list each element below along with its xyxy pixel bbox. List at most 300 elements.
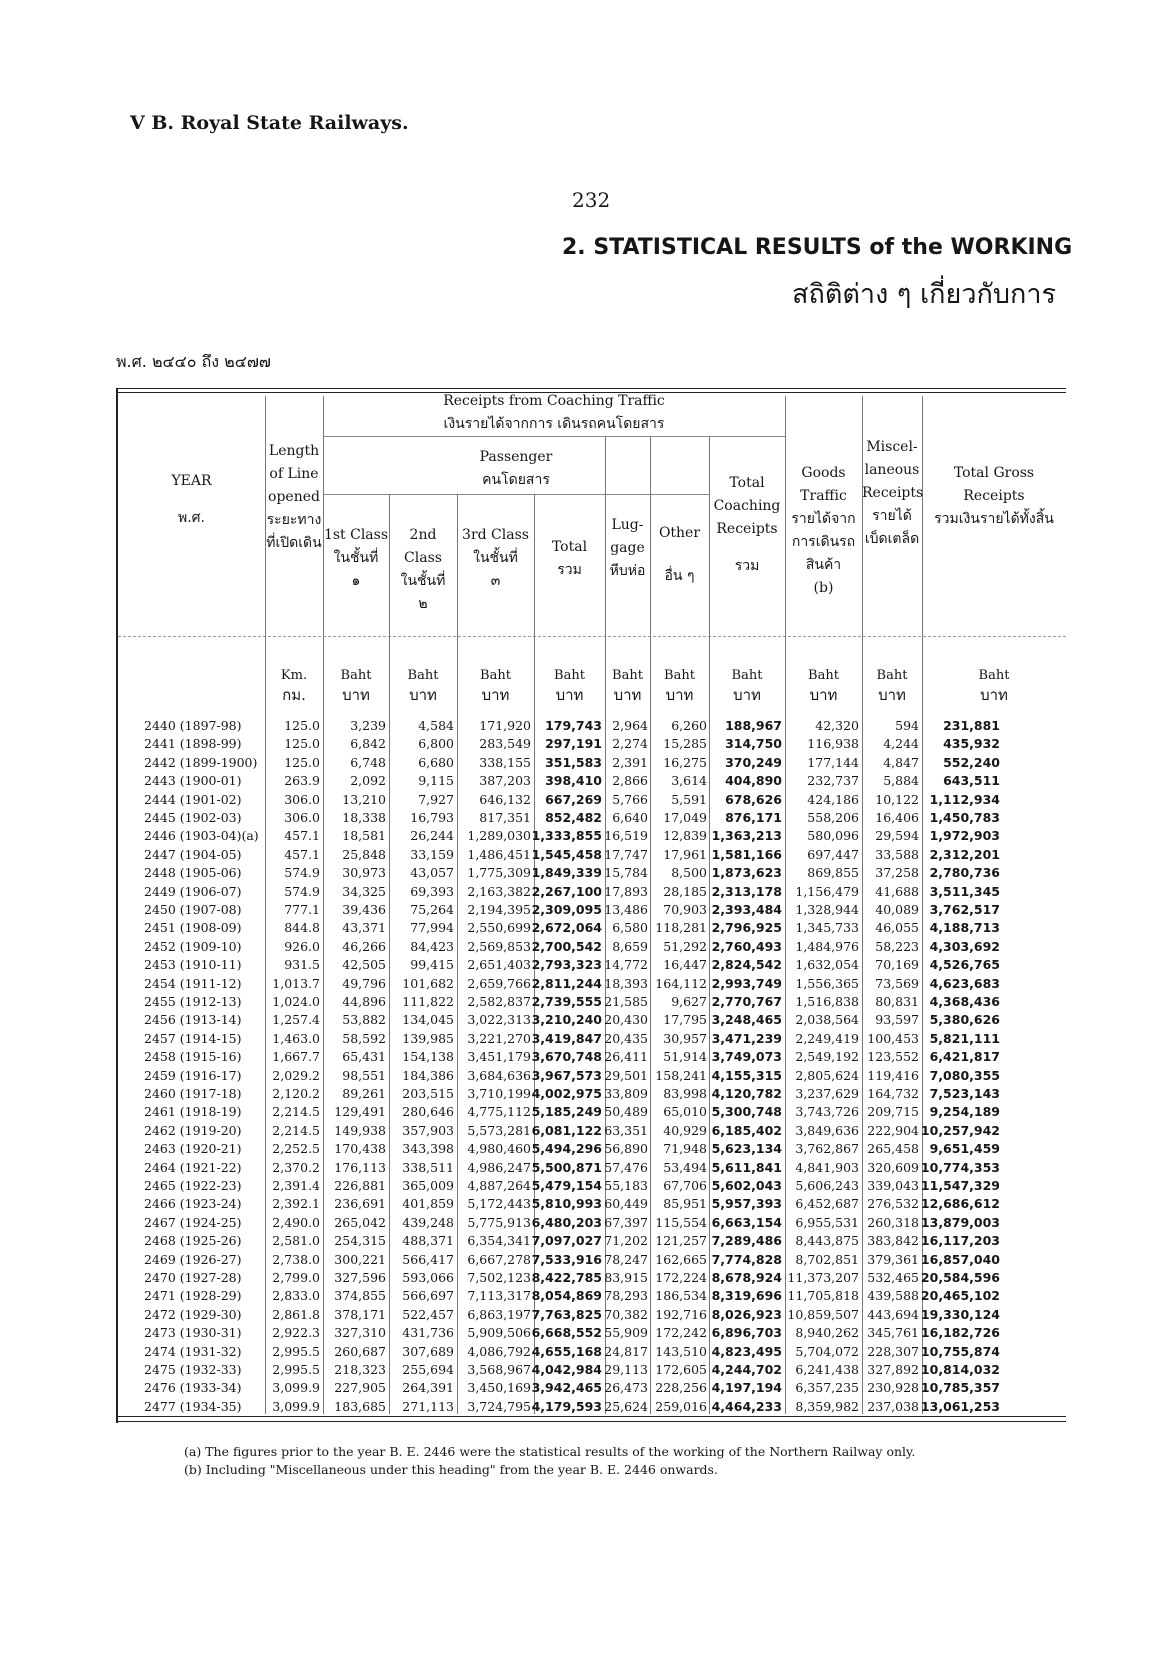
cell-total-gross: 10,814,032 bbox=[920, 1362, 1000, 1377]
cell-total-gross: 11,547,329 bbox=[920, 1178, 1000, 1193]
cell-first-class: 34,325 bbox=[342, 883, 386, 899]
cell-total-coaching: 2,313,178 bbox=[711, 883, 782, 899]
cell-total-passenger: 8,054,869 bbox=[531, 1288, 602, 1304]
cell-total-passenger: 8,422,785 bbox=[531, 1270, 602, 1285]
cell-luggage: 2,274 bbox=[612, 736, 648, 752]
cell-year: 2463 (1920-21) bbox=[144, 1141, 242, 1157]
cell-first-class: 129,491 bbox=[334, 1104, 386, 1120]
cell-luggage: 50,489 bbox=[604, 1104, 648, 1120]
cell-total-passenger: 4,042,984 bbox=[531, 1362, 602, 1377]
page-number: 232 bbox=[572, 188, 611, 212]
cell-total-coaching: 876,171 bbox=[725, 810, 782, 825]
cell-luggage: 17,893 bbox=[604, 883, 648, 899]
cell-third-class: 283,549 bbox=[479, 736, 531, 752]
cell-first-class: 183,685 bbox=[334, 1398, 386, 1414]
table-row bbox=[118, 1031, 1066, 1047]
cell-year: 2477 (1934-35) bbox=[144, 1398, 242, 1414]
table-row bbox=[118, 1123, 1066, 1139]
cell-other: 115,554 bbox=[655, 1214, 707, 1230]
cell-total-coaching: 8,026,923 bbox=[711, 1306, 782, 1322]
cell-miscellaneous: 594 bbox=[895, 718, 919, 733]
cell-first-class: 44,896 bbox=[342, 994, 386, 1009]
cell-miscellaneous: 40,089 bbox=[875, 902, 919, 917]
cell-second-class: 154,138 bbox=[402, 1049, 454, 1065]
cell-total-gross: 9,651,459 bbox=[929, 1141, 1000, 1157]
cell-third-class: 1,289,030 bbox=[467, 828, 531, 844]
cell-second-class: 357,903 bbox=[402, 1122, 454, 1138]
cell-first-class: 226,881 bbox=[334, 1178, 386, 1193]
cell-total-coaching: 5,300,748 bbox=[711, 1104, 782, 1120]
cell-first-class: 39,436 bbox=[342, 902, 386, 917]
cell-miscellaneous: 339,043 bbox=[867, 1178, 919, 1193]
cell-second-class: 101,682 bbox=[402, 975, 454, 991]
cell-luggage: 2,391 bbox=[612, 754, 648, 770]
cell-first-class: 25,848 bbox=[342, 846, 386, 862]
cell-length: 2,581.0 bbox=[272, 1233, 320, 1249]
cell-miscellaneous: 228,307 bbox=[867, 1343, 919, 1359]
cell-first-class: 6,748 bbox=[350, 754, 386, 770]
cell-miscellaneous: 164,732 bbox=[867, 1086, 919, 1101]
table-row bbox=[118, 1270, 1066, 1286]
cell-miscellaneous: 383,842 bbox=[867, 1233, 919, 1249]
cell-miscellaneous: 276,532 bbox=[867, 1196, 919, 1212]
header-total-gross: Total Gross Receipts รวมเงินรายได้ทั้งสิ้น bbox=[934, 465, 1054, 527]
cell-length: 2,391.4 bbox=[272, 1178, 320, 1193]
cell-total-gross: 3,511,345 bbox=[929, 883, 1000, 899]
cell-total-gross: 20,465,102 bbox=[920, 1288, 1000, 1304]
cell-total-passenger: 6,480,203 bbox=[531, 1214, 602, 1230]
cell-goods: 6,955,531 bbox=[795, 1214, 859, 1230]
cell-luggage: 70,382 bbox=[604, 1306, 648, 1322]
cell-other: 28,185 bbox=[663, 883, 707, 899]
cell-goods: 3,762,867 bbox=[795, 1141, 859, 1157]
cell-total-gross: 2,312,201 bbox=[929, 846, 1000, 862]
cell-goods: 2,805,624 bbox=[795, 1067, 859, 1083]
cell-luggage: 67,397 bbox=[604, 1214, 648, 1230]
cell-goods: 3,237,629 bbox=[795, 1086, 859, 1101]
cell-length: 574.9 bbox=[284, 883, 320, 899]
unit-baht: Baht บาท bbox=[554, 668, 585, 704]
cell-total-passenger: 3,670,748 bbox=[531, 1049, 602, 1065]
cell-total-gross: 7,523,143 bbox=[929, 1086, 1000, 1101]
header-miscellaneous: Miscel- laneous Receipts รายได้เบ็ดเตล็ด bbox=[862, 439, 924, 547]
cell-goods: 1,632,054 bbox=[795, 957, 859, 973]
cell-year: 2471 (1928-29) bbox=[144, 1288, 242, 1304]
cell-total-passenger: 2,700,542 bbox=[531, 938, 602, 954]
cell-total-coaching: 4,464,233 bbox=[711, 1398, 782, 1414]
cell-third-class: 2,550,699 bbox=[467, 920, 531, 936]
cell-total-passenger: 3,942,465 bbox=[531, 1380, 602, 1396]
cell-total-coaching: 2,393,484 bbox=[711, 902, 782, 917]
cell-total-gross: 16,182,726 bbox=[920, 1325, 1000, 1341]
cell-length: 931.5 bbox=[284, 957, 320, 973]
statistics-table bbox=[116, 388, 1066, 1423]
cell-year: 2453 (1910-11) bbox=[144, 957, 242, 973]
cell-second-class: 6,800 bbox=[418, 736, 454, 752]
cell-first-class: 6,842 bbox=[350, 736, 386, 752]
cell-length: 1,667.7 bbox=[272, 1049, 320, 1065]
cell-luggage: 15,784 bbox=[604, 865, 648, 881]
cell-total-gross: 10,257,942 bbox=[920, 1122, 1000, 1138]
cell-other: 162,665 bbox=[655, 1251, 707, 1267]
cell-third-class: 2,569,853 bbox=[467, 938, 531, 954]
table-title-thai: สถิติต่าง ๆ เกี่ยวกับการ bbox=[792, 279, 1056, 310]
header-divider bbox=[118, 636, 1066, 637]
cell-year: 2448 (1905-06) bbox=[144, 865, 242, 881]
cell-other: 5,591 bbox=[671, 791, 707, 807]
cell-length: 457.1 bbox=[284, 846, 320, 862]
cell-luggage: 16,519 bbox=[604, 828, 648, 844]
cell-other: 16,447 bbox=[663, 957, 707, 973]
cell-total-passenger: 2,672,064 bbox=[531, 920, 602, 936]
cell-total-passenger: 2,309,095 bbox=[531, 902, 602, 917]
cell-luggage: 33,809 bbox=[604, 1086, 648, 1101]
cell-second-class: 69,393 bbox=[410, 883, 454, 899]
cell-goods: 580,096 bbox=[807, 828, 859, 844]
cell-third-class: 3,221,270 bbox=[467, 1030, 531, 1046]
cell-total-gross: 6,421,817 bbox=[929, 1049, 1000, 1065]
cell-goods: 2,038,564 bbox=[795, 1012, 859, 1028]
table-row bbox=[118, 773, 1066, 789]
cell-second-class: 439,248 bbox=[402, 1214, 454, 1230]
cell-luggage: 17,747 bbox=[604, 846, 648, 862]
cell-year: 2460 (1917-18) bbox=[144, 1086, 242, 1101]
cell-total-coaching: 4,823,495 bbox=[711, 1343, 782, 1359]
cell-goods: 8,702,851 bbox=[795, 1251, 859, 1267]
cell-miscellaneous: 80,831 bbox=[875, 994, 919, 1009]
cell-third-class: 6,667,278 bbox=[467, 1251, 531, 1267]
cell-length: 2,029.2 bbox=[272, 1067, 320, 1083]
cell-third-class: 5,573,281 bbox=[467, 1122, 531, 1138]
table-row bbox=[118, 1012, 1066, 1028]
cell-second-class: 365,009 bbox=[402, 1178, 454, 1193]
cell-goods: 1,345,733 bbox=[795, 920, 859, 936]
cell-miscellaneous: 209,715 bbox=[867, 1104, 919, 1120]
cell-other: 121,257 bbox=[655, 1233, 707, 1249]
header-coaching-group: Receipts from Coaching Traffic เงินรายได้จากการ เดินรถคนโดยสาร bbox=[443, 393, 665, 432]
cell-luggage: 21,585 bbox=[604, 994, 648, 1009]
cell-other: 158,241 bbox=[655, 1067, 707, 1083]
cell-year: 2468 (1925-26) bbox=[144, 1233, 242, 1249]
table-row bbox=[118, 1068, 1066, 1084]
cell-total-passenger: 7,763,825 bbox=[531, 1306, 602, 1322]
table-row bbox=[118, 1049, 1066, 1065]
cell-goods: 4,841,903 bbox=[795, 1159, 859, 1175]
table-row bbox=[118, 1215, 1066, 1231]
table-row bbox=[118, 1288, 1066, 1304]
cell-second-class: 184,386 bbox=[402, 1067, 454, 1083]
cell-second-class: 593,066 bbox=[402, 1270, 454, 1285]
cell-third-class: 817,351 bbox=[479, 810, 531, 825]
cell-total-coaching: 314,750 bbox=[725, 736, 782, 752]
cell-total-coaching: 8,678,924 bbox=[711, 1270, 782, 1285]
table-row bbox=[118, 1196, 1066, 1212]
cell-miscellaneous: 41,688 bbox=[875, 883, 919, 899]
table-row bbox=[118, 1233, 1066, 1249]
cell-other: 40,929 bbox=[663, 1122, 707, 1138]
cell-total-passenger: 7,533,916 bbox=[531, 1251, 602, 1267]
cell-goods: 11,373,207 bbox=[787, 1270, 859, 1285]
cell-first-class: 65,431 bbox=[342, 1049, 386, 1065]
cell-second-class: 203,515 bbox=[402, 1086, 454, 1101]
cell-miscellaneous: 10,122 bbox=[875, 791, 919, 807]
cell-second-class: 280,646 bbox=[402, 1104, 454, 1120]
cell-first-class: 254,315 bbox=[334, 1233, 386, 1249]
cell-luggage: 26,411 bbox=[604, 1049, 648, 1065]
cell-total-coaching: 8,319,696 bbox=[711, 1288, 782, 1304]
cell-other: 17,795 bbox=[663, 1012, 707, 1028]
cell-third-class: 3,724,795 bbox=[467, 1398, 531, 1414]
table-row bbox=[118, 718, 1066, 734]
cell-first-class: 300,221 bbox=[334, 1251, 386, 1267]
header-total-coaching: Total Coaching Receipts รวม bbox=[713, 475, 781, 574]
cell-total-passenger: 667,269 bbox=[545, 791, 602, 807]
cell-first-class: 58,592 bbox=[342, 1030, 386, 1046]
cell-first-class: 227,905 bbox=[334, 1380, 386, 1396]
cell-luggage: 6,640 bbox=[612, 810, 648, 825]
cell-total-coaching: 4,120,782 bbox=[711, 1086, 782, 1101]
cell-total-coaching: 6,185,402 bbox=[711, 1122, 782, 1138]
cell-second-class: 75,264 bbox=[410, 902, 454, 917]
table-row bbox=[118, 920, 1066, 936]
cell-other: 6,260 bbox=[671, 718, 707, 733]
cell-year: 2441 (1898-99) bbox=[144, 736, 242, 752]
cell-total-coaching: 2,824,542 bbox=[711, 957, 782, 973]
cell-year: 2449 (1906-07) bbox=[144, 883, 242, 899]
cell-length: 574.9 bbox=[284, 865, 320, 881]
cell-length: 306.0 bbox=[284, 810, 320, 825]
cell-other: 3,614 bbox=[671, 773, 707, 789]
cell-length: 457.1 bbox=[284, 828, 320, 844]
cell-first-class: 46,266 bbox=[342, 938, 386, 954]
cell-miscellaneous: 73,569 bbox=[875, 975, 919, 991]
cell-third-class: 3,568,967 bbox=[467, 1362, 531, 1377]
cell-miscellaneous: 70,169 bbox=[875, 957, 919, 973]
cell-third-class: 6,863,197 bbox=[467, 1306, 531, 1322]
cell-total-coaching: 3,248,465 bbox=[711, 1012, 782, 1028]
cell-luggage: 78,293 bbox=[604, 1288, 648, 1304]
cell-total-gross: 19,330,124 bbox=[920, 1306, 1000, 1322]
cell-length: 2,995.5 bbox=[272, 1343, 320, 1359]
cell-other: 65,010 bbox=[663, 1104, 707, 1120]
cell-miscellaneous: 33,588 bbox=[875, 846, 919, 862]
cell-third-class: 1,486,451 bbox=[467, 846, 531, 862]
cell-third-class: 3,710,199 bbox=[467, 1086, 531, 1101]
cell-year: 2459 (1916-17) bbox=[144, 1067, 242, 1083]
cell-miscellaneous: 265,458 bbox=[867, 1141, 919, 1157]
cell-length: 1,257.4 bbox=[272, 1012, 320, 1028]
cell-total-coaching: 6,663,154 bbox=[711, 1214, 782, 1230]
cell-total-passenger: 5,479,154 bbox=[531, 1178, 602, 1193]
cell-goods: 2,549,192 bbox=[795, 1049, 859, 1065]
cell-total-coaching: 1,581,166 bbox=[711, 846, 782, 862]
cell-first-class: 374,855 bbox=[334, 1288, 386, 1304]
cell-total-coaching: 7,774,828 bbox=[711, 1251, 782, 1267]
cell-total-coaching: 188,967 bbox=[725, 718, 782, 733]
cell-goods: 424,186 bbox=[807, 791, 859, 807]
cell-second-class: 111,822 bbox=[402, 994, 454, 1009]
header-total-passenger: Total รวม bbox=[551, 539, 588, 578]
header-goods-traffic: Goods Traffic รายได้จากการเดินรถสินค้า (b) bbox=[791, 465, 856, 596]
cell-length: 3,099.9 bbox=[272, 1380, 320, 1396]
cell-goods: 2,249,419 bbox=[795, 1030, 859, 1046]
cell-other: 12,839 bbox=[663, 828, 707, 844]
unit-baht: Baht บาท bbox=[480, 668, 511, 704]
cell-third-class: 4,980,460 bbox=[467, 1141, 531, 1157]
cell-goods: 3,849,636 bbox=[795, 1122, 859, 1138]
cell-goods: 11,705,818 bbox=[787, 1288, 859, 1304]
unit-baht: Baht บาท bbox=[978, 668, 1010, 704]
table-row bbox=[118, 865, 1066, 881]
cell-other: 9,627 bbox=[671, 994, 707, 1009]
cell-third-class: 5,172,443 bbox=[467, 1196, 531, 1212]
cell-total-passenger: 5,810,993 bbox=[531, 1196, 602, 1212]
cell-total-passenger: 1,545,458 bbox=[531, 846, 602, 862]
cell-other: 118,281 bbox=[655, 920, 707, 936]
cell-third-class: 2,582,837 bbox=[467, 994, 531, 1009]
cell-third-class: 5,909,506 bbox=[467, 1325, 531, 1341]
cell-miscellaneous: 100,453 bbox=[867, 1030, 919, 1046]
unit-km: Km. กม. bbox=[280, 668, 308, 704]
cell-second-class: 338,511 bbox=[402, 1159, 454, 1175]
cell-second-class: 33,159 bbox=[410, 846, 454, 862]
cell-miscellaneous: 29,594 bbox=[875, 828, 919, 844]
cell-luggage: 26,473 bbox=[604, 1380, 648, 1396]
top-rule bbox=[118, 388, 1066, 389]
cell-miscellaneous: 4,847 bbox=[883, 754, 919, 770]
cell-first-class: 3,239 bbox=[350, 718, 386, 733]
cell-year: 2461 (1918-19) bbox=[144, 1104, 242, 1120]
cell-year: 2452 (1909-10) bbox=[144, 938, 242, 954]
cell-goods: 6,241,438 bbox=[795, 1362, 859, 1377]
header-length: Length of Line opened ระยะทางที่เปิดเดิน bbox=[266, 443, 322, 551]
cell-goods: 869,855 bbox=[807, 865, 859, 881]
passenger-group-underline bbox=[323, 494, 709, 495]
cell-third-class: 4,887,264 bbox=[467, 1178, 531, 1193]
cell-total-gross: 10,755,874 bbox=[920, 1343, 1000, 1359]
cell-length: 2,392.1 bbox=[272, 1196, 320, 1212]
table-row bbox=[118, 792, 1066, 808]
unit-baht: Baht บาท bbox=[731, 668, 763, 704]
cell-third-class: 2,651,403 bbox=[467, 957, 531, 973]
cell-luggage: 55,909 bbox=[604, 1325, 648, 1341]
cell-third-class: 387,203 bbox=[479, 773, 531, 789]
table-row bbox=[118, 1399, 1066, 1415]
cell-second-class: 99,415 bbox=[410, 957, 454, 973]
table-row bbox=[118, 810, 1066, 826]
cell-total-coaching: 1,363,213 bbox=[711, 828, 782, 844]
table-title: 2. STATISTICAL RESULTS of the WORKING bbox=[562, 235, 1073, 260]
cell-goods: 1,484,976 bbox=[795, 938, 859, 954]
cell-other: 51,914 bbox=[663, 1049, 707, 1065]
cell-first-class: 176,113 bbox=[334, 1159, 386, 1175]
cell-total-coaching: 2,760,493 bbox=[711, 938, 782, 954]
table-row bbox=[118, 1104, 1066, 1120]
cell-total-gross: 231,881 bbox=[943, 718, 1000, 733]
cell-miscellaneous: 230,928 bbox=[867, 1380, 919, 1396]
cell-year: 2455 (1912-13) bbox=[144, 994, 242, 1009]
cell-miscellaneous: 260,318 bbox=[867, 1214, 919, 1230]
cell-goods: 232,737 bbox=[807, 773, 859, 789]
cell-miscellaneous: 532,465 bbox=[867, 1270, 919, 1285]
cell-total-passenger: 5,185,249 bbox=[531, 1104, 602, 1120]
cell-total-coaching: 2,770,767 bbox=[711, 994, 782, 1009]
cell-total-coaching: 4,197,194 bbox=[711, 1380, 782, 1396]
cell-total-coaching: 678,626 bbox=[725, 791, 782, 807]
cell-other: 83,998 bbox=[663, 1086, 707, 1101]
cell-luggage: 60,449 bbox=[604, 1196, 648, 1212]
cell-first-class: 236,691 bbox=[334, 1196, 386, 1212]
cell-year: 2473 (1930-31) bbox=[144, 1325, 242, 1341]
cell-miscellaneous: 58,223 bbox=[875, 938, 919, 954]
cell-second-class: 16,793 bbox=[410, 810, 454, 825]
cell-third-class: 3,022,313 bbox=[467, 1012, 531, 1028]
table-row bbox=[118, 1252, 1066, 1268]
cell-first-class: 378,171 bbox=[334, 1306, 386, 1322]
cell-third-class: 4,986,247 bbox=[467, 1159, 531, 1175]
table-row bbox=[118, 1307, 1066, 1323]
cell-length: 2,995.5 bbox=[272, 1362, 320, 1377]
cell-first-class: 18,581 bbox=[342, 828, 386, 844]
cell-first-class: 30,973 bbox=[342, 865, 386, 881]
cell-total-gross: 4,623,683 bbox=[929, 975, 1000, 991]
cell-other: 228,256 bbox=[655, 1380, 707, 1396]
table-row bbox=[118, 884, 1066, 900]
table-row bbox=[118, 847, 1066, 863]
cell-other: 17,961 bbox=[663, 846, 707, 862]
cell-length: 1,024.0 bbox=[272, 994, 320, 1009]
cell-length: 1,463.0 bbox=[272, 1030, 320, 1046]
cell-second-class: 6,680 bbox=[418, 754, 454, 770]
cell-first-class: 218,323 bbox=[334, 1362, 386, 1377]
cell-total-passenger: 5,500,871 bbox=[531, 1159, 602, 1175]
cell-luggage: 14,772 bbox=[604, 957, 648, 973]
cell-luggage: 25,624 bbox=[604, 1398, 648, 1414]
cell-total-gross: 2,780,736 bbox=[929, 865, 1000, 881]
cell-goods: 8,940,262 bbox=[795, 1325, 859, 1341]
cell-luggage: 2,866 bbox=[612, 773, 648, 789]
cell-goods: 697,447 bbox=[807, 846, 859, 862]
cell-other: 172,605 bbox=[655, 1362, 707, 1377]
cell-goods: 10,859,507 bbox=[787, 1306, 859, 1322]
cell-total-passenger: 398,410 bbox=[545, 773, 602, 789]
header-second-class: 2nd Class ในชั้นที่ ๒ bbox=[400, 527, 446, 612]
cell-second-class: 43,057 bbox=[410, 865, 454, 881]
cell-other: 172,242 bbox=[655, 1325, 707, 1341]
cell-first-class: 49,796 bbox=[342, 975, 386, 991]
table-row bbox=[118, 1178, 1066, 1194]
cell-total-gross: 5,821,111 bbox=[929, 1030, 1000, 1046]
cell-miscellaneous: 37,258 bbox=[875, 865, 919, 881]
cell-third-class: 3,450,169 bbox=[467, 1380, 531, 1396]
cell-luggage: 8,659 bbox=[612, 938, 648, 954]
cell-goods: 1,556,365 bbox=[795, 975, 859, 991]
cell-year: 2465 (1922-23) bbox=[144, 1178, 242, 1193]
cell-third-class: 1,775,309 bbox=[467, 865, 531, 881]
cell-goods: 6,452,687 bbox=[795, 1196, 859, 1212]
table-row bbox=[118, 1141, 1066, 1157]
cell-other: 259,016 bbox=[655, 1398, 707, 1414]
cell-year: 2445 (1902-03) bbox=[144, 810, 242, 825]
cell-second-class: 134,045 bbox=[402, 1012, 454, 1028]
cell-second-class: 4,584 bbox=[418, 718, 454, 733]
cell-third-class: 2,194,395 bbox=[467, 902, 531, 917]
cell-goods: 5,606,243 bbox=[795, 1178, 859, 1193]
cell-other: 51,292 bbox=[663, 938, 707, 954]
cell-total-coaching: 4,244,702 bbox=[711, 1362, 782, 1377]
cell-first-class: 327,596 bbox=[334, 1270, 386, 1285]
cell-total-gross: 4,303,692 bbox=[929, 938, 1000, 954]
